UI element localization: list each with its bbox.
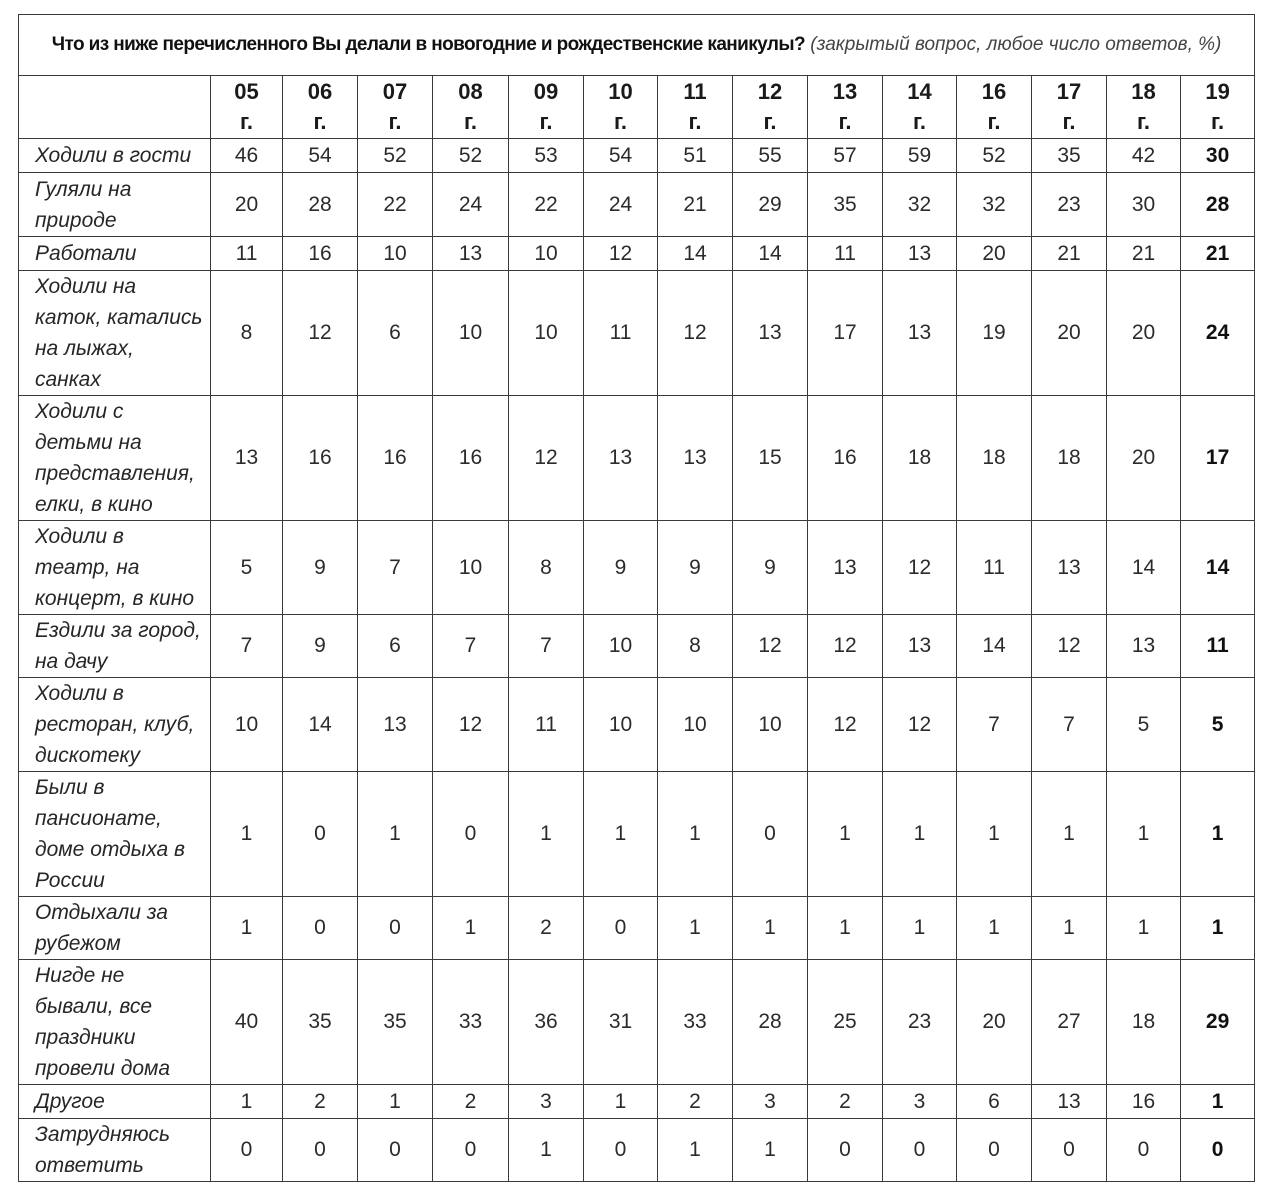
value-cell: 18	[1107, 960, 1181, 1085]
year-header-cell	[1107, 76, 1181, 139]
value-cell: 13	[808, 521, 883, 615]
value-cell: 52	[358, 139, 433, 173]
value-cell: 1	[358, 772, 433, 897]
value-cell: 12	[658, 271, 733, 396]
survey-table	[18, 14, 1255, 1182]
value-cell: 18	[883, 396, 957, 521]
value-cell: 12	[584, 237, 658, 271]
value-cell: 16	[808, 396, 883, 521]
year-number: 08	[458, 79, 483, 104]
value-cell: 55	[733, 139, 808, 173]
survey-table-body	[19, 15, 1255, 1182]
value-cell: 54	[283, 139, 358, 173]
question-text: Что из ниже перечисленного Вы делали в новогодние и рождественские каникулы?	[51, 34, 805, 55]
value-cell: 40	[211, 960, 283, 1085]
value-cell: 24	[1181, 271, 1255, 396]
value-cell: 8	[509, 521, 584, 615]
table-row	[19, 678, 1255, 772]
value-cell: 54	[584, 139, 658, 173]
title-row	[19, 15, 1255, 76]
value-cell: 35	[358, 960, 433, 1085]
value-cell: 0	[211, 1119, 283, 1182]
value-cell: 11	[1181, 615, 1255, 678]
value-cell: 14	[957, 615, 1032, 678]
value-cell: 1	[358, 1085, 433, 1119]
value-cell: 21	[1032, 237, 1107, 271]
value-cell: 18	[1032, 396, 1107, 521]
value-cell: 12	[509, 396, 584, 521]
value-cell: 21	[658, 173, 733, 237]
row-label: Ходили с детьми на представления, елки, в кино	[19, 396, 211, 521]
value-cell: 17	[808, 271, 883, 396]
value-cell: 32	[883, 173, 957, 237]
value-cell: 0	[283, 897, 358, 960]
value-cell: 16	[283, 237, 358, 271]
year-suffix: г.	[987, 109, 1001, 134]
year-number: 05	[234, 79, 259, 104]
value-cell: 1	[211, 772, 283, 897]
year-suffix: г.	[1136, 109, 1151, 134]
value-cell: 21	[1107, 237, 1181, 271]
value-cell: 1	[957, 897, 1032, 960]
value-cell: 9	[584, 521, 658, 615]
value-cell: 16	[358, 396, 433, 521]
table-row	[19, 139, 1255, 173]
value-cell: 1	[808, 897, 883, 960]
year-number: 18	[1131, 79, 1156, 104]
value-cell: 59	[883, 139, 957, 173]
value-cell: 20	[1107, 396, 1181, 521]
value-cell: 1	[1181, 772, 1255, 897]
value-cell: 16	[433, 396, 509, 521]
value-cell: 28	[283, 173, 358, 237]
year-suffix: г.	[613, 109, 628, 134]
row-label: Ходили на каток, катались на лыжах, санках	[19, 271, 211, 396]
survey-table-container	[18, 14, 1254, 1182]
value-cell: 20	[957, 960, 1032, 1085]
value-cell: 57	[808, 139, 883, 173]
value-cell: 10	[509, 271, 584, 396]
value-cell: 7	[957, 678, 1032, 772]
value-cell: 1	[733, 897, 808, 960]
table-row	[19, 1119, 1255, 1182]
value-cell: 20	[957, 237, 1032, 271]
value-cell: 15	[733, 396, 808, 521]
value-cell: 31	[584, 960, 658, 1085]
value-cell: 14	[733, 237, 808, 271]
year-header-cell	[883, 76, 957, 139]
table-title	[19, 15, 1255, 76]
value-cell: 13	[1107, 615, 1181, 678]
value-cell: 1	[509, 1119, 584, 1182]
value-cell: 1	[883, 772, 957, 897]
table-row	[19, 173, 1255, 237]
table-row	[19, 271, 1255, 396]
value-cell: 22	[358, 173, 433, 237]
row-label: Ходили в гости	[19, 139, 211, 173]
value-cell: 28	[1181, 173, 1255, 237]
year-suffix: г.	[1062, 109, 1076, 134]
year-number: 10	[608, 79, 633, 104]
value-cell: 1	[658, 897, 733, 960]
value-cell: 2	[509, 897, 584, 960]
row-label: Отдыхали за рубежом	[19, 897, 211, 960]
table-row	[19, 396, 1255, 521]
year-header-cell	[358, 76, 433, 139]
year-number: 07	[382, 79, 408, 104]
year-header-cell	[211, 76, 283, 139]
value-cell: 11	[957, 521, 1032, 615]
year-suffix: г.	[463, 109, 478, 134]
value-cell: 18	[957, 396, 1032, 521]
year-number: 19	[1205, 79, 1230, 104]
table-row	[19, 237, 1255, 271]
year-header-cell	[658, 76, 733, 139]
value-cell: 12	[283, 271, 358, 396]
value-cell: 0	[433, 772, 509, 897]
value-cell: 20	[1107, 271, 1181, 396]
value-cell: 12	[808, 615, 883, 678]
year-suffix: г.	[313, 109, 327, 134]
value-cell: 0	[957, 1119, 1032, 1182]
value-cell: 32	[957, 173, 1032, 237]
table-row	[19, 615, 1255, 678]
year-number: 11	[683, 79, 707, 104]
value-cell: 1	[1032, 897, 1107, 960]
year-number: 16	[981, 79, 1007, 104]
value-cell: 6	[358, 615, 433, 678]
table-row	[19, 960, 1255, 1085]
value-cell: 10	[211, 678, 283, 772]
year-number: 14	[907, 79, 932, 104]
value-cell: 12	[433, 678, 509, 772]
value-cell: 7	[358, 521, 433, 615]
value-cell: 6	[358, 271, 433, 396]
value-cell: 1	[584, 1085, 658, 1119]
row-label: Ездили за город, на дачу	[19, 615, 211, 678]
value-cell: 53	[509, 139, 584, 173]
value-cell: 6	[957, 1085, 1032, 1119]
value-cell: 1	[1107, 897, 1181, 960]
value-cell: 14	[283, 678, 358, 772]
value-cell: 13	[883, 237, 957, 271]
value-cell: 9	[283, 521, 358, 615]
question-note: (закрытый вопрос, любое число ответов, %)	[810, 34, 1222, 55]
row-label: Другое	[19, 1085, 211, 1119]
value-cell: 3	[509, 1085, 584, 1119]
value-cell: 23	[1032, 173, 1107, 237]
value-cell: 0	[584, 1119, 658, 1182]
table-row	[19, 521, 1255, 615]
value-cell: 1	[1032, 772, 1107, 897]
value-cell: 9	[283, 615, 358, 678]
value-cell: 19	[957, 271, 1032, 396]
value-cell: 10	[509, 237, 584, 271]
value-cell: 52	[433, 139, 509, 173]
value-cell: 10	[733, 678, 808, 772]
year-header-cell	[1032, 76, 1107, 139]
year-number: 12	[757, 79, 783, 104]
value-cell: 0	[584, 897, 658, 960]
value-cell: 13	[1032, 1085, 1107, 1119]
value-cell: 24	[584, 173, 658, 237]
value-cell: 2	[433, 1085, 509, 1119]
value-cell: 1	[509, 772, 584, 897]
value-cell: 12	[883, 521, 957, 615]
value-cell: 2	[658, 1085, 733, 1119]
value-cell: 12	[883, 678, 957, 772]
value-cell: 35	[283, 960, 358, 1085]
value-cell: 17	[1181, 396, 1255, 521]
value-cell: 10	[584, 678, 658, 772]
year-header-cell	[509, 76, 584, 139]
value-cell: 1	[584, 772, 658, 897]
value-cell: 0	[1107, 1119, 1181, 1182]
year-header-cell	[433, 76, 509, 139]
year-header-cell	[808, 76, 883, 139]
year-header-cell	[957, 76, 1032, 139]
value-cell: 2	[808, 1085, 883, 1119]
value-cell: 5	[211, 521, 283, 615]
year-number: 09	[533, 79, 559, 104]
value-cell: 21	[1181, 237, 1255, 271]
row-label: Гуляли на природе	[19, 173, 211, 237]
value-cell: 8	[658, 615, 733, 678]
value-cell: 22	[509, 173, 584, 237]
value-cell: 7	[509, 615, 584, 678]
value-cell: 14	[1107, 521, 1181, 615]
value-cell: 3	[733, 1085, 808, 1119]
row-label: Ходили в ресторан, клуб, дискотеку	[19, 678, 211, 772]
table-row	[19, 772, 1255, 897]
value-cell: 2	[283, 1085, 358, 1119]
value-cell: 10	[433, 521, 509, 615]
value-cell: 20	[1032, 271, 1107, 396]
year-suffix: г.	[239, 109, 254, 134]
value-cell: 13	[1032, 521, 1107, 615]
value-cell: 13	[883, 271, 957, 396]
value-cell: 1	[1181, 897, 1255, 960]
value-cell: 28	[733, 960, 808, 1085]
value-cell: 0	[358, 1119, 433, 1182]
value-cell: 10	[584, 615, 658, 678]
value-cell: 13	[658, 396, 733, 521]
value-cell: 1	[733, 1119, 808, 1182]
value-cell: 1	[1107, 772, 1181, 897]
year-header-cell	[584, 76, 658, 139]
value-cell: 0	[283, 1119, 358, 1182]
value-cell: 1	[883, 897, 957, 960]
value-cell: 13	[358, 678, 433, 772]
value-cell: 14	[1181, 521, 1255, 615]
value-cell: 33	[433, 960, 509, 1085]
value-cell: 20	[211, 173, 283, 237]
value-cell: 10	[658, 678, 733, 772]
value-cell: 14	[658, 237, 733, 271]
row-label: Затрудняюсь ответить	[19, 1119, 211, 1182]
value-cell: 0	[1181, 1119, 1255, 1182]
value-cell: 7	[1032, 678, 1107, 772]
value-cell: 12	[1032, 615, 1107, 678]
value-cell: 1	[211, 1085, 283, 1119]
value-cell: 30	[1181, 139, 1255, 173]
value-cell: 3	[883, 1085, 957, 1119]
value-cell: 16	[283, 396, 358, 521]
row-label: Работали	[19, 237, 211, 271]
value-cell: 13	[733, 271, 808, 396]
value-cell: 23	[883, 960, 957, 1085]
value-cell: 5	[1107, 678, 1181, 772]
value-cell: 1	[658, 1119, 733, 1182]
year-header-empty-cell	[19, 76, 211, 139]
value-cell: 46	[211, 139, 283, 173]
year-number: 13	[832, 79, 858, 104]
value-cell: 13	[433, 237, 509, 271]
year-header-cell	[1181, 76, 1255, 139]
value-cell: 12	[733, 615, 808, 678]
year-suffix: г.	[388, 109, 402, 134]
value-cell: 8	[211, 271, 283, 396]
row-label: Были в пансионате, доме отдыха в России	[19, 772, 211, 897]
table-row	[19, 1085, 1255, 1119]
value-cell: 0	[283, 772, 358, 897]
value-cell: 0	[808, 1119, 883, 1182]
value-cell: 11	[211, 237, 283, 271]
value-cell: 27	[1032, 960, 1107, 1085]
table-row	[19, 897, 1255, 960]
value-cell: 10	[358, 237, 433, 271]
value-cell: 7	[433, 615, 509, 678]
year-suffix: г.	[838, 109, 852, 134]
year-suffix: г.	[912, 109, 927, 134]
value-cell: 0	[883, 1119, 957, 1182]
value-cell: 42	[1107, 139, 1181, 173]
value-cell: 1	[1181, 1085, 1255, 1119]
value-cell: 10	[433, 271, 509, 396]
value-cell: 13	[883, 615, 957, 678]
value-cell: 13	[211, 396, 283, 521]
value-cell: 0	[358, 897, 433, 960]
value-cell: 25	[808, 960, 883, 1085]
value-cell: 29	[733, 173, 808, 237]
row-label: Нигде не бывали, все праздники провели дома	[19, 960, 211, 1085]
year-number: 17	[1056, 79, 1082, 104]
year-header-cell	[283, 76, 358, 139]
value-cell: 30	[1107, 173, 1181, 237]
year-suffix: г.	[539, 109, 553, 134]
value-cell: 9	[658, 521, 733, 615]
value-cell: 13	[584, 396, 658, 521]
value-cell: 7	[211, 615, 283, 678]
value-cell: 1	[808, 772, 883, 897]
value-cell: 35	[808, 173, 883, 237]
row-label: Ходили в театр, на концерт, в кино	[19, 521, 211, 615]
value-cell: 0	[433, 1119, 509, 1182]
value-cell: 12	[808, 678, 883, 772]
value-cell: 9	[733, 521, 808, 615]
value-cell: 1	[957, 772, 1032, 897]
year-header-row	[19, 76, 1255, 139]
year-header-cell	[733, 76, 808, 139]
value-cell: 1	[211, 897, 283, 960]
value-cell: 0	[733, 772, 808, 897]
value-cell: 11	[584, 271, 658, 396]
value-cell: 35	[1032, 139, 1107, 173]
year-suffix: г.	[1211, 109, 1225, 134]
value-cell: 11	[509, 678, 584, 772]
value-cell: 24	[433, 173, 509, 237]
value-cell: 1	[433, 897, 509, 960]
value-cell: 52	[957, 139, 1032, 173]
value-cell: 1	[658, 772, 733, 897]
value-cell: 5	[1181, 678, 1255, 772]
value-cell: 33	[658, 960, 733, 1085]
value-cell: 29	[1181, 960, 1255, 1085]
value-cell: 36	[509, 960, 584, 1085]
value-cell: 0	[1032, 1119, 1107, 1182]
year-number: 06	[307, 79, 333, 104]
year-suffix: г.	[688, 109, 702, 134]
value-cell: 51	[658, 139, 733, 173]
value-cell: 11	[808, 237, 883, 271]
year-suffix: г.	[763, 109, 777, 134]
value-cell: 16	[1107, 1085, 1181, 1119]
